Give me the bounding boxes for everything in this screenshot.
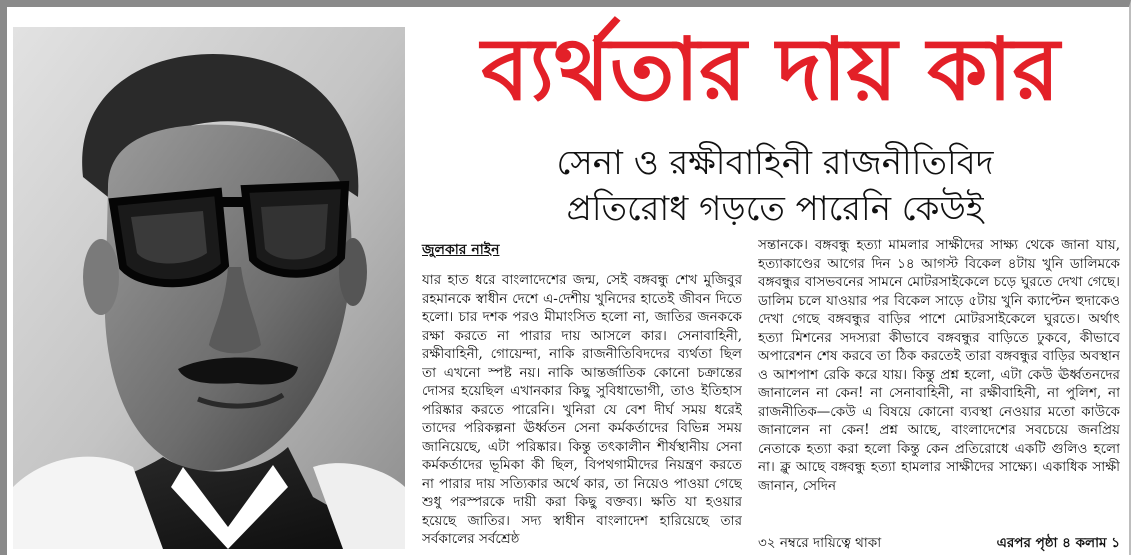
byline: জুলকার নাইন — [422, 242, 500, 258]
article-column-2: সন্তানকে। বঙ্গবন্ধু হত্যা মামলার সাক্ষীদের সাক্ষ্য থেকে জানা যায়, হত্যাকাণ্ডের আগের দিন ১৪ আগস্ট বিকেল ৪টায় খুনি ডালিমকে বঙ্গবন্ধুর বাসভবনের সামনে মোটরসাইকেলে চড়ে ঘুরতে দেখা গেছে। ডালিম চলে যাওয়ার পর বিকেল সাড়ে ৫টায় খুনি ক্যাপ্টেন হুদাকেও দেখা গেছে বঙ্গবন্ধুর বাড়ির পাশে মোটরসাইকেলে ঘুরতে। অর্থাৎ হত্যা মিশনের সদস্যরা কীভাবে বঙ্গবন্ধুর বাড়িতে ঢুকবে, কীভাবে অপারেশন শেষ করবে তা ঠিক করতেই তারা বঙ্গবন্ধুর বাড়ির অবস্থান ও আশপাশ রেকি করে যায়। কিন্তু প্রশ্ন হলো, এটা কেউ ঊর্ধ্বতনদের জানালেন না কেন! না সেনাবাহিনী, না রক্ষীবাহিনী, না পুলিশ, না রাজনীতিক—কেউ এ বিষয়ে কোনো ব্যবস্থা নেওয়ার মতো কাউকে জানালেন না কেন! প্রশ্ন আছে, বাংলাদেশের সবচেয়ে জনপ্রিয় নেতাকে হত্যা করা হলো কিন্তু কেন প্রতিরোধে একটি গুলিও হলো না। ক্লু আছে বঙ্গবন্ধু হত্যা হামলার সাক্ষীদের সাক্ষ্যে। একাধিক সাক্ষী জানান, সেদিন — [758, 237, 1120, 494]
subheadline — [430, 140, 1120, 232]
article-column-1: যার হাত ধরে বাংলাদেশের জন্ম, সেই বঙ্গবন্ধু শেখ মুজিবুর রহমানকে স্বাধীন দেশে এ-দেশীয় খুনিদের হাতেই জীবন দিতে হলো। চার দশক পরও মীমাংসিত হলো না, জাতির জনককে রক্ষা করতে না পারার দায় আসলে কার। সেনাবাহিনী, রক্ষীবাহিনী, গোয়েন্দা, নাকি রাজনীতিবিদদের ব্যর্থতা ছিল তা এখনো স্পষ্ট নয়। নাকি আন্তর্জাতিক কোনো চক্রান্তের দোসর হয়েছিল এখানকার কিছু সুবিধাভোগী, তাও ইতিহাস পরিষ্কার করতে পারেনি। খুনিরা যে বেশ দীর্ঘ সময় ধরেই তাদের পরিকল্পনা ঊর্ধ্বতন সেনা কর্মকর্তাদের বিভিন্ন সময় জানিয়েছে, এটা পরিষ্কার। কিন্তু তৎকালীন শীর্ষস্থানীয় সেনা কর্মকর্তাদের ভূমিকা কী ছিল, বিপথগামীদের নিয়ন্ত্রণ করতে না পারার দায় সত্যিকার অর্থে কার, তা নিয়েও পাওয়া গেছে শুধু পরস্পরকে দায়ী করা কিছু বক্তব্য। ক্ষতি যা হওয়ার হয়েছে জাতির। সদ্য স্বাধীন বাংলাদেশ হারিয়েছে তার সর্বকালের সর্বশ্রেষ্ঠ — [422, 272, 742, 547]
continued-on-page-link[interactable]: এরপর পৃষ্ঠা ৪ কলাম ১ — [996, 535, 1120, 551]
portrait-photo — [13, 27, 405, 549]
subheadline-line-2: প্রতিরোধ গড়তে পারেনি কেউই — [566, 189, 984, 229]
portrait-illustration — [13, 27, 405, 549]
jump-line — [758, 534, 1120, 552]
article-column-2-last-line: ৩২ নম্বরে দায়িত্বে থাকা — [758, 535, 882, 551]
subheadline-line-1: সেনা ও রক্ষীবাহিনী রাজনীতিবিদ — [556, 143, 994, 183]
headline: ব্যর্থতার দায় কার — [481, 20, 1060, 120]
